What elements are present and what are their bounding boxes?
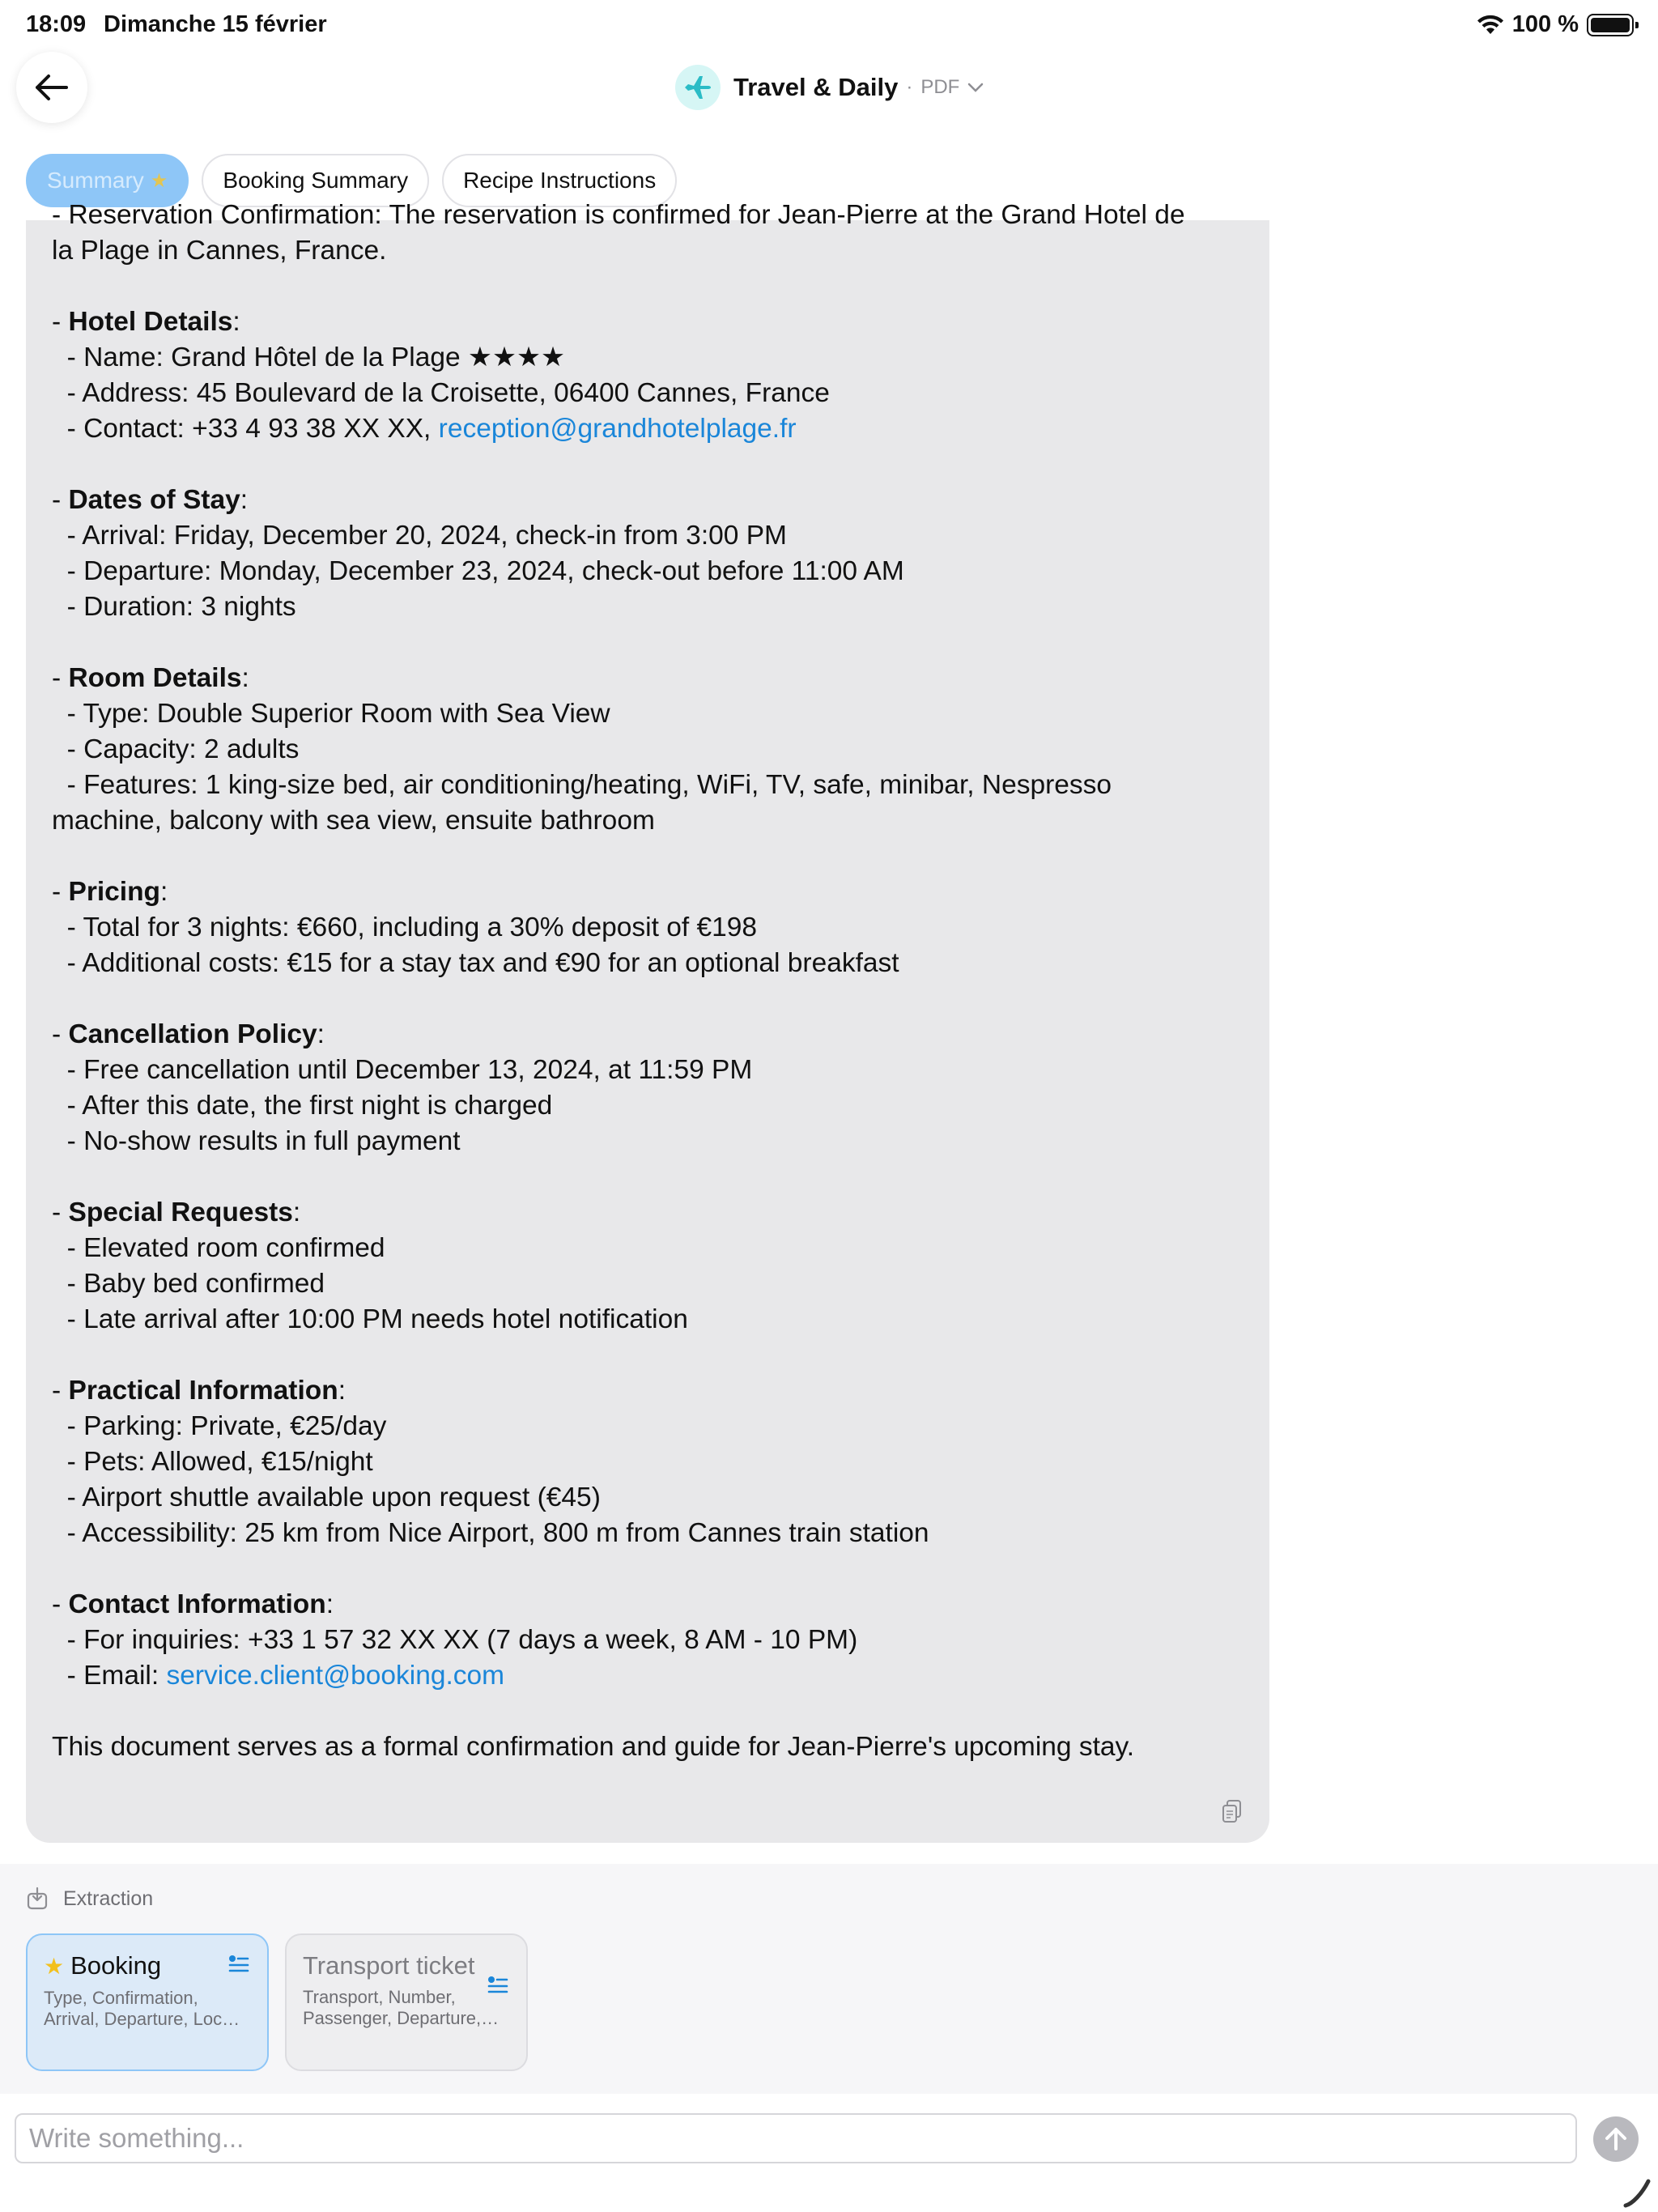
form-list-icon: [228, 1955, 249, 1974]
message-input-container: [15, 2113, 1577, 2163]
section-cancellation: - Cancellation Policy:: [52, 1019, 325, 1049]
section-heading: Hotel Details: [68, 307, 233, 337]
summary-line: - Capacity: 2 adults: [52, 734, 300, 764]
tab-label: Recipe Instructions: [463, 168, 657, 193]
extraction-card-title: ★ Booking: [44, 1951, 162, 1980]
service-email-link[interactable]: service.client@booking.com: [166, 1661, 505, 1691]
summary-line: - Reservation Confirmation: The reservation is confirmed for Jean-Pierre at the Grand Hotel de: [52, 200, 1185, 230]
status-indicators: [1477, 11, 1634, 38]
summary-line: - Parking: Private, €25/day: [52, 1411, 387, 1441]
summary-line: machine, balcony with sea view, ensuite bathroom: [52, 806, 655, 836]
section-heading: Contact Information: [68, 1589, 326, 1619]
section-heading: Practical Information: [68, 1376, 338, 1406]
star-icon: ★: [150, 169, 168, 192]
arrow-left-icon: [34, 73, 70, 102]
extraction-card-transport[interactable]: [285, 1933, 528, 2071]
summary-line: la Plage in Cannes, France.: [52, 236, 387, 266]
summary-line: - Additional costs: €15 for a stay tax and €90 for an optional breakfast: [52, 948, 899, 978]
section-heading: Room Details: [68, 663, 242, 693]
summary-text: [52, 198, 1250, 1765]
battery-percent: 100 %: [1511, 11, 1579, 37]
send-button[interactable]: [1593, 2116, 1639, 2162]
tab-label: Summary: [47, 168, 144, 193]
section-room: - Room Details:: [52, 663, 249, 693]
star-icon: ★: [44, 1954, 65, 1979]
status-bar: [0, 0, 1658, 52]
document-type: PDF: [920, 76, 960, 98]
section-practical: - Practical Information:: [52, 1376, 346, 1406]
title-separator: ·: [906, 76, 913, 98]
summary-line: - Total for 3 nights: €660, including a 30% deposit of €198: [52, 912, 757, 942]
arrow-up-icon: [1604, 2126, 1628, 2152]
summary-line: - Free cancellation until December 13, 2024, at 11:59 PM: [52, 1055, 753, 1085]
extraction-card-fields: Type, Confirmation, Arrival, Departure, Loc…: [44, 1988, 240, 2029]
back-button[interactable]: [16, 52, 87, 123]
extraction-card-booking[interactable]: [26, 1933, 269, 2071]
summary-line: - Departure: Monday, December 23, 2024, check-out before 11:00 AM: [52, 556, 904, 586]
summary-line: - Baby bed confirmed: [52, 1269, 325, 1299]
chevron-down-icon: [967, 82, 984, 93]
summary-line: - For inquiries: +33 1 57 32 XX XX (7 days a week, 8 AM - 10 PM): [52, 1625, 858, 1655]
section-dates: - Dates of Stay:: [52, 485, 249, 515]
summary-line: - Features: 1 king-size bed, air conditioning/heating, WiFi, TV, safe, minibar, Nespresso: [52, 770, 1112, 800]
message-input[interactable]: [16, 2115, 1575, 2162]
extraction-header: [26, 1887, 153, 1911]
summary-line: - After this date, the first night is charged: [52, 1091, 553, 1121]
section-contact: - Contact Information:: [52, 1589, 334, 1619]
summary-line: - Accessibility: 25 km from Nice Airport, 800 m from Cannes train station: [52, 1518, 929, 1548]
summary-line: - Duration: 3 nights: [52, 592, 296, 622]
hotel-email-link[interactable]: reception@grandhotelplage.fr: [438, 414, 797, 444]
section-pricing: - Pricing:: [52, 877, 168, 907]
extraction-icon: [26, 1887, 50, 1911]
airplane-icon: [683, 73, 712, 102]
status-time: 18:09: [26, 11, 87, 37]
copy-icon[interactable]: [1221, 1799, 1244, 1823]
summary-closing: This document serves as a formal confirmation and guide for Jean-Pierre's upcoming stay.: [52, 1732, 1135, 1762]
summary-line: - Arrival: Friday, December 20, 2024, check-in from 3:00 PM: [52, 521, 787, 551]
tab-label: Booking Summary: [223, 168, 409, 193]
battery-icon: [1587, 14, 1634, 36]
wifi-icon: [1477, 15, 1504, 36]
section-heading: Dates of Stay: [68, 485, 240, 515]
summary-line: - Email: service.client@booking.com: [52, 1661, 505, 1691]
extraction-label: Extraction: [63, 1887, 154, 1910]
section-heading: Cancellation Policy: [68, 1019, 317, 1049]
pencil-stroke-icon: [1621, 2176, 1653, 2209]
section-heading: Special Requests: [68, 1197, 293, 1227]
summary-line: - Pets: Allowed, €15/night: [52, 1447, 373, 1477]
summary-card[interactable]: [26, 200, 1269, 1843]
summary-line: - Contact: +33 4 93 38 XX XX, reception@grandhotelplage.fr: [52, 414, 797, 444]
extraction-card-fields: Transport, Number, Passenger, Departure,…: [303, 1987, 500, 2028]
section-hotel: - Hotel Details:: [52, 307, 240, 337]
extraction-card-title: Transport ticket: [303, 1951, 475, 1980]
summary-line: - Type: Double Superior Room with Sea View: [52, 699, 610, 729]
document-title-button[interactable]: [675, 65, 984, 110]
app-icon-badge: [675, 65, 721, 110]
status-date: Dimanche 15 février: [104, 11, 327, 37]
extraction-panel: [0, 1864, 1658, 2094]
summary-line: - No-show results in full payment: [52, 1126, 461, 1156]
section-special: - Special Requests:: [52, 1197, 301, 1227]
section-heading: Pricing: [68, 877, 161, 907]
summary-line: - Airport shuttle available upon request (€45): [52, 1482, 601, 1512]
summary-line: - Address: 45 Boulevard de la Croisette, 06400 Cannes, France: [52, 378, 830, 408]
form-list-icon: [487, 1976, 508, 1995]
summary-line: - Late arrival after 10:00 PM needs hotel notification: [52, 1304, 688, 1334]
document-title: Travel & Daily: [733, 73, 899, 101]
summary-line: - Name: Grand Hôtel de la Plage ★★★★: [52, 342, 566, 372]
summary-line: - Elevated room confirmed: [52, 1233, 385, 1263]
